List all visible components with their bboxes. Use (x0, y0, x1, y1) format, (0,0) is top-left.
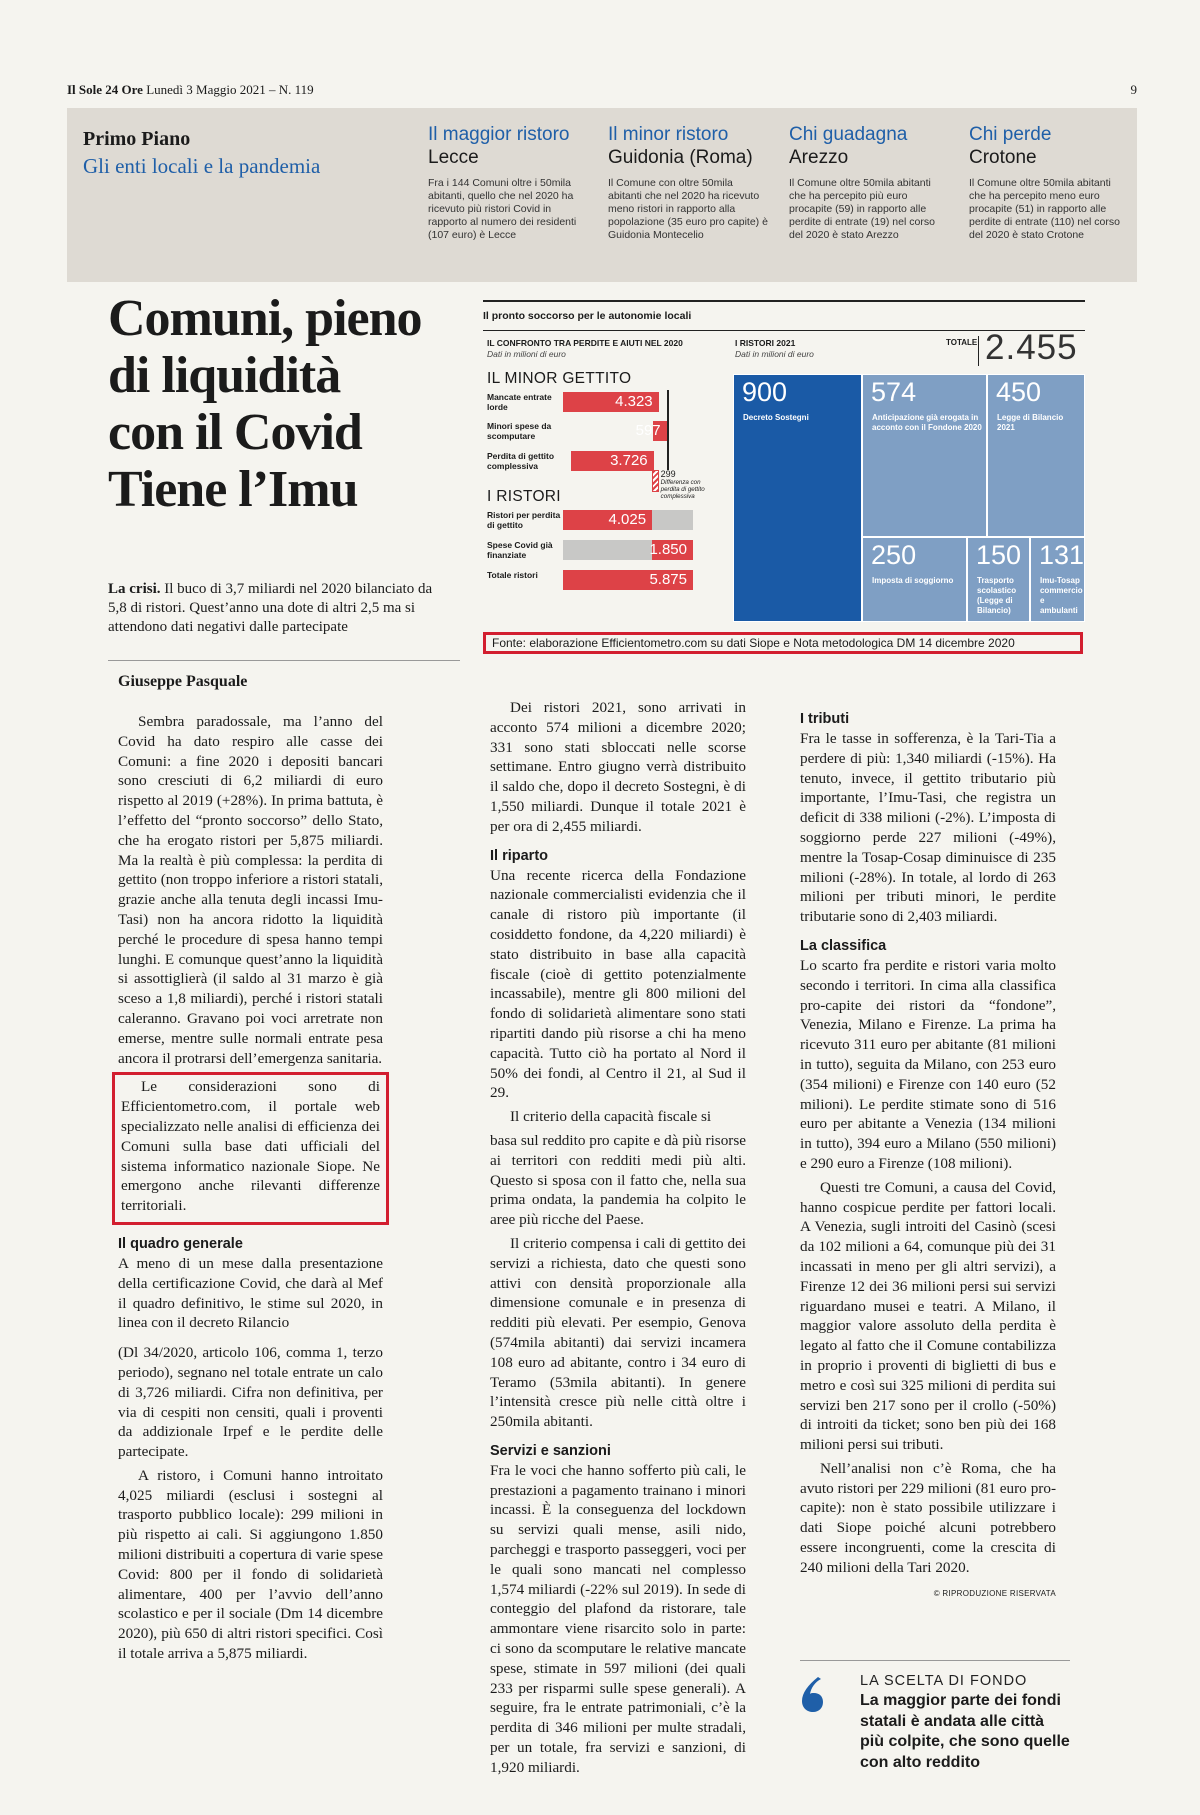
topic-banner (67, 108, 1137, 282)
treemap-value: 574 (871, 377, 917, 407)
bar-value: 4.323 (615, 393, 653, 410)
bar-totale-ristori (563, 570, 693, 590)
bar-value: 3.726 (610, 452, 648, 469)
difference-value: 299 (660, 469, 676, 479)
bar-ristori-perdita (563, 510, 652, 530)
folio (67, 82, 1137, 98)
issue-date: Lunedì 3 Maggio 2021 – N. 119 (146, 82, 314, 97)
paragraph: Nell’analisi non c’è Roma, che ha avuto ristori per 229 milioni (81 euro pro-capite): non è stato possibile utilizzare i dati Siope poiché alcuni potrebbero essere incongruenti, come la crescita di 240 milioni della Tari 2020. (800, 1459, 1056, 1576)
byline: Giuseppe Pasquale (118, 673, 248, 690)
treemap-label: Legge di Bilancio 2021 (997, 413, 1064, 432)
treemap-label: Imposta di soggiorno (872, 576, 954, 586)
bar-label: Ristori per perdita di gettito (487, 510, 561, 530)
deck-label: La crisi. (108, 581, 161, 597)
treemap-cell (862, 537, 967, 622)
paragraph: A ristoro, i Comuni hanno introitato 4,025 miliardi (esclusi i sostegni al trasporto pubblico locale): 299 milioni in più rispetto ai cali. Si aggiungono 1.850 milioni distribuiti a copertura di varie spese Covid: 800 per il fondo di solidarietà alimentare, 400 per l’avvio dell’anno scolastico e per il sociale (Dm 14 dicembre 2020), più 650 di altri ristori specifici. Così il totale arriva a 5,875 miliardi. (118, 1466, 383, 1663)
right-chart-unit: Dati in milioni di euro (735, 349, 814, 359)
bar-perdita-gettito (571, 451, 653, 471)
section-rubric (83, 128, 320, 179)
section-heading-ristori: I RISTORI (487, 488, 561, 505)
treemap-value: 900 (742, 377, 788, 407)
quote-text: La maggior parte dei fondi statali è andata alle città più colpite, che sono quelle con alto reddito (860, 1692, 1070, 1771)
bar-label: Mancate entrate lorde (487, 392, 552, 412)
subheading: Servizi e sanzioni (490, 1442, 611, 1459)
connector-line (667, 390, 669, 470)
paragraph: Fra le voci che hanno sofferto più cali, le prestazioni a pagamento trainano i minori incassi. È la conseguenza del lockdown su servizi quali mense, asili nido, parcheggi e trasporto passeggeri, voci per le quali sono mancati nel complesso 1,574 miliardi (-22% sul 2019). In sede di conteggio del plafond da ristorare, tale ammontare viene risarcito solo in parte: ci sono da scomputare le relative mancate spese, stimate in 597 milioni (dei quali 233 per risparmi sulle spese generali). A seguire, fra le entrate patrimoniali, c’è la perdita di 346 milioni per multe stradali, per un totale, fra servizi e sanzioni, di 1,920 miliardi. (490, 1461, 746, 1776)
bar-spese-covid (649, 540, 693, 560)
deck-text: Il buco di 3,7 miliardi nel 2020 bilanciato da 5,8 di ristori. Quest’anno una dote di altri 2,5 ma si attendono dati negativi dalle partecipate (108, 581, 433, 635)
paragraph: Il criterio compensa i cali di gettito dei servizi a richiesta, dato che questi sono attivi con densità proporzionale alla dimensione comunale e in presenza di redditi più elevati. Per esempio, Genova (574mila abitanti) dai servizi incamera 108 euro ad abitante, contro i 34 euro di Teramo (53mila abitanti). In genere l’intensità cresce più nelle città oltre i 250mila abitanti. (490, 1234, 746, 1431)
banner-item-city: Lecce (428, 147, 479, 168)
headline-line: Tiene l’Imu (108, 461, 358, 518)
total-label: TOTALE (946, 338, 978, 347)
banner-item (608, 124, 768, 242)
copyright-note: © RIPRODUZIONE RISERVATA (933, 1588, 1056, 1598)
subheading: Il riparto (490, 847, 549, 864)
divider (108, 660, 460, 661)
headline-line: Comuni, pieno (108, 290, 422, 347)
banner-item-text: Il Comune oltre 50mila abitanti che ha percepito meno euro procapite (51) in rapporto alle perdite di entrate (110) nel corso del 2020 è stato Crotone (969, 177, 1120, 241)
headline-line: con il Covid (108, 404, 362, 461)
paragraph: Lo scarto fra perdite e ristori varia molto secondo i territori. In cima alla classifica pro-capite dei ristori da “fondone”, Venezia, Milano e Firenze. La prima ha ricevuto 311 euro per abitante (81 milioni in tutto), seguita da Milano, con 253 euro (354 milioni) e Firenze con 140 euro (52 milioni). Le perdite stimate sono di 516 euro per abitante a Venezia (134 milioni in tutto), 394 euro a Milano (550 milioni) e 290 euro a Firenze (108 milioni). (800, 956, 1056, 1172)
paragraph: (Dl 34/2020, articolo 106, comma 1, terzo periodo), segnano nel totale entrate un calo di 3,726 miliardi. Cifra non definitiva, per via di cespiti non censiti, quali i proventi da addizionale Irpef e le perdite delle partecipate. (118, 1344, 383, 1461)
paragraph: Fra le tasse in sofferenza, è la Tari-Tia a perdere di più: 1,340 miliardi (-15%). Ha tenuto, invece, il gettito tributario più importante, l’Imu-Tasi, che registra un deficit di 338 milioni (-2%). L’imposta di soggiorno perde 227 milioni (-49%), mentre la Tosap-Cosap diminuisce di 235 milioni (-28%). In totale, al lordo di 263 milioni per tributi minori, le perdite tributarie sono di 2,403 miliardi. (800, 730, 1056, 926)
difference-note (661, 470, 721, 500)
banner-item-title: Chi perde (969, 124, 1052, 145)
article-column-2 (490, 698, 746, 1782)
paragraph: Le considerazioni sono di Efficientometro.com, il portale web specializzato nelle analisi di efficienza dei Comuni sulla base dati ufficiali del sistema informatico nazionale Siope. Ne emergono anche rilevanti differenze territoriali. (121, 1078, 380, 1215)
treemap-cell (862, 374, 987, 537)
paragraph: Questi tre Comuni, a causa del Covid, hanno cospicue perdite per fattori locali. A Venezia, sugli introiti del Casinò (scesi da 102 milioni a 64, comunque più dei 31 incassati in meno per gli altri servizi), a Firenze 12 dei 36 milioni persi sui servizi riguardano musei e teatri. A Milano, il maggior valore assoluto della perdita è legato al fatto che il Comune contabilizza in proprio i proventi di biglietti di bus e metro e così sui 325 milioni di perdita sui servizi ben 217 sono per il crollo (-50%) di introiti da ticket; sono ben più dei 168 milioni persi sui tributi. (800, 1178, 1056, 1454)
infographic (483, 300, 1085, 660)
treemap-cell (733, 374, 862, 622)
banner-item-text: Il Comune con oltre 50mila abitanti che nel 2020 ha ricevuto meno ristori in rapporto alla popolazione (35 euro pro capite) è Guidonia Montecelio (608, 177, 768, 241)
paragraph: Una recente ricerca della Fondazione nazionale commercialisti evidenzia che il canale di ristoro più importante (il cosiddetto fondone, da 4,220 miliardi) è stato distribuito in base alla capacità fiscale (cioè di gettito potenzialmente incassabile), mentre gli 800 milioni del fondo di solidarietà alimentare sono stati ripartiti dando più risorse a chi ha meno capacità. Tutto ciò ha portato al Nord il 50% dei fondi, al Centro il 21, al Sud il 29. (490, 866, 746, 1102)
difference-hatch (652, 470, 659, 492)
banner-item-title: Il maggior ristoro (428, 124, 570, 145)
deck (108, 580, 448, 637)
treemap-label: Anticipazione già erogata in acconto con il Fondone 2020 (872, 413, 982, 432)
paragraph: basa sul reddito pro capite e dà più risorse ai territori con redditi medi più alti. Questo si sposa con il fatto che, nella sua prima ondata, la pandemia ha colpito le aree più ricche del Paese. (490, 1131, 746, 1229)
headline-line: di liquidità (108, 347, 341, 404)
banner-item-text: Fra i 144 Comuni oltre i 50mila abitanti, quello che nel 2020 ha ricevuto più ristori Covid in rapporto al numero dei residenti (107 euro) è Lecce (428, 177, 577, 241)
left-chart-title: IL CONFRONTO TRA PERDITE E AIUTI NEL 2020 (487, 338, 683, 348)
left-chart-unit: Dati in milioni di euro (487, 349, 566, 359)
highlight-box (112, 1072, 389, 1225)
banner-item (789, 124, 949, 242)
banner-item-text: Il Comune oltre 50mila abitanti che ha percepito più euro procapite (59) in rapporto alle perdite di entrate (19) nel corso del 2020 è stato Arezzo (789, 177, 935, 241)
source-note: Fonte: elaborazione Efficientometro.com su dati Siope e Nota metodologica DM 14 dicembre 2020 (483, 632, 1083, 654)
article-column-3 (800, 700, 1056, 1607)
treemap-cell (987, 374, 1085, 537)
bar-label: Perdita di gettito complessiva (487, 451, 555, 471)
treemap-label: Trasporto scolastico (Legge di Bilancio) (977, 576, 1017, 616)
masthead: Il Sole 24 Ore (67, 82, 143, 97)
subheading: La classifica (800, 937, 887, 954)
treemap-cell (967, 537, 1030, 622)
difference-text: Differenza con perdita di gettito complessiva (660, 479, 705, 500)
treemap-value: 450 (996, 377, 1042, 407)
bar-value: 5.875 (649, 571, 687, 588)
paragraph: Dei ristori 2021, sono arrivati in acconto 574 milioni a dicembre 2020; 331 sono stati sbloccati nelle scorse settimane. Entro giugno verrà distribuito il saldo che, dopo il decreto Sostegni, è di 1,550 miliardi. Dunque il totale 2021 è per ora di 2,455 miliardi. (490, 699, 746, 835)
bar-value: 597 (635, 422, 661, 439)
paragraph: Sembra paradossale, ma l’anno del Covid ha dato respiro alle casse dei Comuni: a fine 2020 i depositi bancari sono cresciuti di 6,2 miliardi di euro rispetto al 2019 (+28%). In prima battuta, è l’effetto del “pronto soccorso” dello Stato, che ha erogato ristori per 5,875 miliardi. Ma la realtà è più complessa: la perdita di gettito (non troppo inferiore a ristori statali, grazie anche alla tenuta degli incassi Imu-Tasi) non ha ancora ridotto la liquidità perché le procedure di spesa hanno tempi lunghi. E comunque quest’anno la liquidità si assottiglierà (il saldo al 31 marzo è già sceso a 1,8 miliardi), perché i ristori statali caleranno. Gravano poi voci arretrate non emerse, mentre sulle normali entrate pesa ancora il protrarsi dell’emergenza sanitaria. (118, 713, 383, 1067)
bar-label: Spese Covid già finanziate (487, 540, 553, 560)
quote-kicker: LA SCELTA DI FONDO (860, 1673, 1028, 1689)
bar-label: Minori spese da scomputare (487, 421, 552, 441)
bar-minori-spese (635, 421, 666, 441)
banner-item-city: Guidonia (Roma) (608, 147, 753, 168)
subheading: I tributi (800, 711, 850, 727)
quote-mark-icon (800, 1677, 826, 1713)
treemap-value: 150 (976, 540, 1022, 571)
subheading: Il quadro generale (118, 1235, 243, 1252)
page-number: 9 (1130, 82, 1137, 97)
section-heading-minor-gettito: IL MINOR GETTITO (487, 370, 632, 387)
total-value: 2.455 (985, 328, 1078, 367)
treemap-label: Imu-Tosap commercio e ambulanti (1039, 576, 1083, 616)
paragraph: Il criterio della capacità fiscale si (510, 1108, 712, 1126)
bar-mancate-entrate (563, 392, 659, 412)
paragraph: A meno di un mese dalla presentazione della certificazione Covid, che darà al Mef il quadro definitivo, le stime sul 2020, in linea con il decreto Rilancio (118, 1254, 383, 1332)
headline (108, 290, 422, 518)
bar-value: 4.025 (608, 511, 647, 528)
section-label: Primo Piano (83, 128, 191, 150)
infographic-title: Il pronto soccorso per le autonomie locali (483, 310, 692, 322)
article-column-1 (118, 712, 383, 1668)
pull-quote (800, 1660, 1070, 1773)
banner-item (428, 124, 588, 242)
bar-label: Totale ristori (487, 570, 538, 580)
treemap-label: Decreto Sostegni (743, 413, 809, 422)
banner-item-title: Chi guadagna (789, 124, 908, 145)
banner-item (969, 124, 1129, 242)
right-chart-title: I RISTORI 2021 (735, 338, 796, 348)
treemap-value: 131 (1038, 540, 1085, 571)
divider (978, 336, 979, 366)
banner-item-city: Crotone (969, 147, 1037, 168)
bar-value: 1.850 (649, 541, 687, 558)
topic-label: Gli enti locali e la pandemia (83, 154, 321, 178)
treemap-cell (1030, 537, 1085, 622)
banner-item-city: Arezzo (789, 147, 849, 168)
banner-item-title: Il minor ristoro (608, 124, 729, 145)
treemap-value: 250 (871, 540, 917, 571)
